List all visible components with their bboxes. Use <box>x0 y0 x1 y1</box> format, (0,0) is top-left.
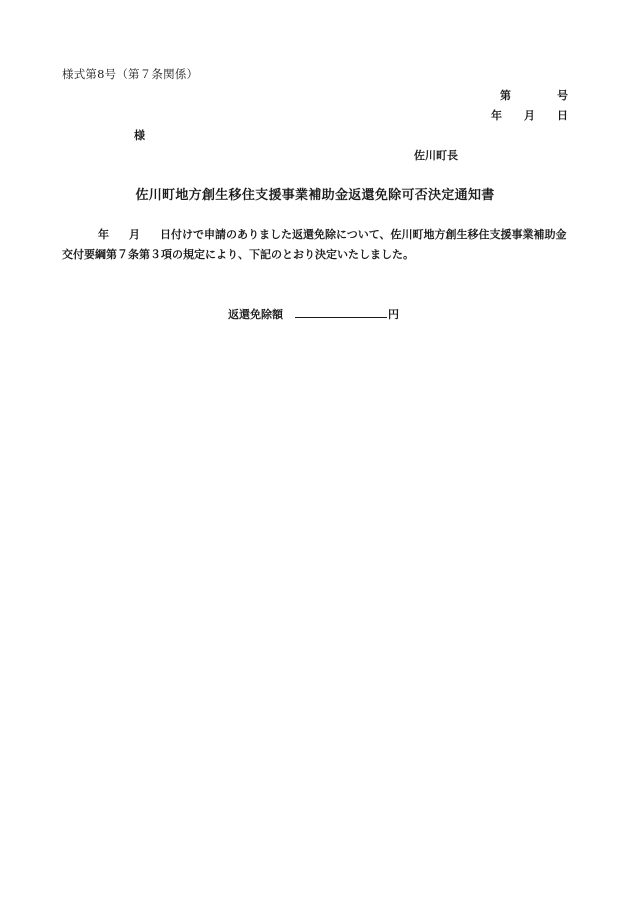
exemption-amount <box>228 305 399 322</box>
document-number-prefix: 第 <box>500 89 511 102</box>
issue-date-day: 日 <box>557 109 568 122</box>
body-month: 月 <box>129 228 140 241</box>
body-year: 年 <box>98 228 109 241</box>
body-paragraph <box>62 225 570 265</box>
form-number: 様式第8号（第７条関係） <box>62 67 199 81</box>
issue-date-year: 年 <box>491 109 502 122</box>
exemption-amount-label: 返還免除額 <box>228 308 283 321</box>
issue-date <box>491 107 568 123</box>
document-title: 佐川町地方創生移住支援事業補助金返還免除可否決定通知書 <box>135 188 495 203</box>
document-number-suffix: 号 <box>557 89 568 102</box>
exemption-amount-unit: 円 <box>388 308 399 321</box>
document-number <box>500 87 568 103</box>
addressee: 様 <box>134 129 145 142</box>
body-text: 日付けで申請のありました返還免除について、佐川町地方創生移住支援事業補助金交付要綱第７条第３項の規定により、下記のとおり決定いたしました。 <box>62 228 567 261</box>
issue-date-month: 月 <box>524 109 535 122</box>
exemption-amount-blank <box>295 305 387 318</box>
sender: 佐川町長 <box>414 149 458 162</box>
